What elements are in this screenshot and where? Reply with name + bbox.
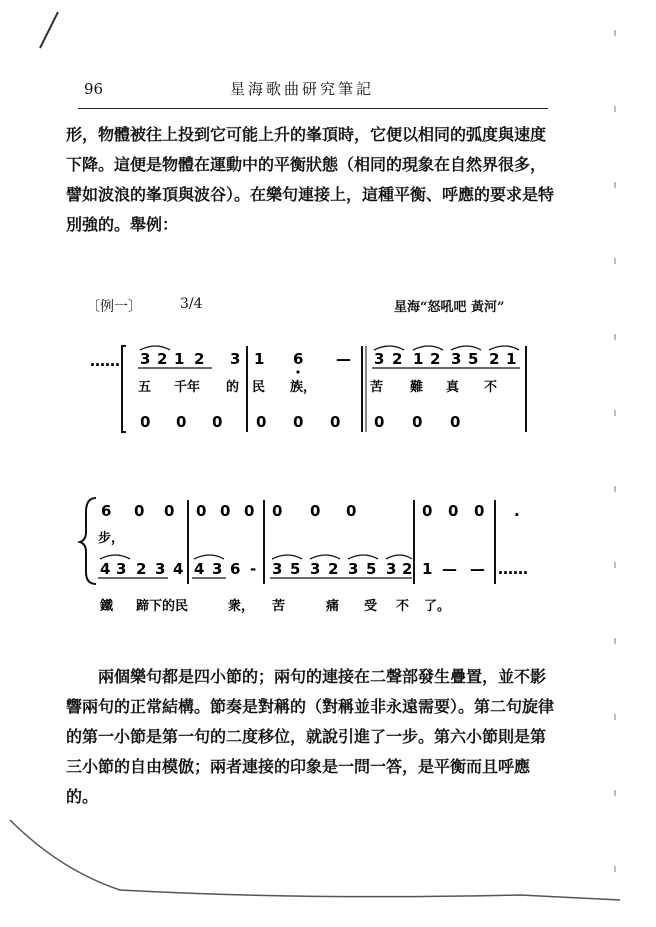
page-number: 96 (84, 80, 104, 98)
note: 3 (310, 560, 321, 578)
note: 3 (386, 560, 397, 578)
note: 3 (230, 350, 241, 368)
note: 2 (392, 350, 403, 368)
note: 3 (155, 560, 166, 578)
note: 0 (272, 502, 283, 520)
note: - (250, 560, 257, 578)
note: 0 (256, 413, 267, 431)
note: 0 (134, 502, 145, 520)
lyric: 不 (484, 380, 498, 395)
note: 1 (413, 350, 424, 368)
note: — (470, 560, 485, 578)
slur (348, 555, 378, 559)
note: 0 (330, 413, 341, 431)
note: 1 (422, 560, 433, 578)
lyric: 衆， (228, 599, 255, 614)
note: 2 (328, 560, 339, 578)
lyric: 民 (252, 380, 266, 395)
note: 0 (176, 413, 187, 431)
note: 0 (196, 502, 207, 520)
note: 4 (173, 560, 184, 578)
slur (100, 555, 130, 559)
lyric: 苦 (370, 380, 384, 395)
slur (310, 555, 340, 559)
note: 1 (254, 350, 265, 368)
note: 3 (272, 560, 283, 578)
note: 2 (157, 350, 168, 368)
lyric: 受 (364, 599, 378, 614)
note: 0 (422, 502, 433, 520)
note: 0 (244, 502, 255, 520)
slur (386, 555, 412, 559)
note: 3 (348, 560, 359, 578)
note: 0 (374, 413, 385, 431)
lyric: 族， (290, 380, 317, 395)
lyric: 蹄下的民 (136, 599, 189, 614)
note: 5 (366, 560, 377, 578)
note: 0 (293, 413, 304, 431)
system1-bracket (122, 346, 126, 432)
slur (272, 555, 302, 559)
note: 3 (140, 350, 151, 368)
example-source: 星海“怒吼吧 黃河” (394, 300, 505, 315)
note: 0 (220, 502, 231, 520)
time-signature: 3/4 (180, 296, 203, 312)
octave-dot (296, 370, 299, 373)
lyric-carry: 步， (98, 531, 125, 546)
paragraph-analysis: 兩個樂句都是四小節的；兩句的連接在二聲部發生疊置，並不影響兩句的正常結構。節奏是對稱的（對稱並非永遠需要）。第二句旋律的第一小節是第一句的二度移位，就說引進了一步。第六小節則是第三小節的自由模倣；兩者連接的印象是一問一答，是平衡而且呼應的。 (66, 667, 555, 806)
note: 0 (310, 502, 321, 520)
lyric: 五 (138, 380, 152, 395)
note: 2 (402, 560, 413, 578)
lyric: 苦 (272, 599, 286, 614)
note: 3 (451, 350, 462, 368)
note: — (442, 560, 457, 578)
trail-dots: …… (498, 560, 528, 578)
note: 6 (230, 560, 241, 578)
lyric: 了。 (424, 599, 451, 614)
lyric: 千年 (174, 380, 201, 395)
note: — (336, 350, 351, 368)
note: 2 (136, 560, 147, 578)
scan-edge (10, 820, 620, 900)
lyric: 難 (410, 380, 424, 395)
lead-dots: …… (90, 352, 120, 370)
system2-brace (80, 498, 96, 584)
example-label: 〔例一〕 (86, 299, 142, 315)
note: 5 (468, 350, 479, 368)
note: 4 (194, 560, 205, 578)
scan-mark (40, 12, 58, 48)
lyric: 痛 (326, 599, 340, 614)
note: 3 (116, 560, 127, 578)
note: 5 (290, 560, 301, 578)
lyric: 真 (446, 380, 460, 395)
note: 4 (100, 560, 111, 578)
note: 3 (212, 560, 223, 578)
lyric: 鐵 (100, 599, 114, 614)
note: 6 (293, 350, 304, 368)
note: 0 (164, 502, 175, 520)
beat-dot: · (514, 506, 520, 524)
note: 0 (212, 413, 223, 431)
note: 1 (506, 350, 517, 368)
note: 0 (474, 502, 485, 520)
note: 1 (174, 350, 185, 368)
note: 6 (101, 502, 112, 520)
note: 2 (489, 350, 500, 368)
note: 0 (450, 413, 461, 431)
slur (194, 555, 224, 559)
note: 3 (374, 350, 385, 368)
note: 0 (448, 502, 459, 520)
note: 2 (430, 350, 441, 368)
lyric: 的 (226, 380, 240, 395)
paragraph-intro: 形，物體被往上投到它可能上升的峯頂時，它便以相同的弧度與速度下降。這便是物體在運動中的平衡狀態（相同的現象在自然界很多，譬如波浪的峯頂與波谷）。在樂句連接上，這種平衡、呼應的要求是特別強的。舉例： (66, 125, 555, 234)
note: 0 (346, 502, 357, 520)
lyric: 不 (396, 599, 410, 614)
running-header-title: 星海歌曲研究筆記 (230, 80, 375, 98)
note: 2 (194, 350, 205, 368)
note: 0 (140, 413, 151, 431)
note: 0 (412, 413, 423, 431)
